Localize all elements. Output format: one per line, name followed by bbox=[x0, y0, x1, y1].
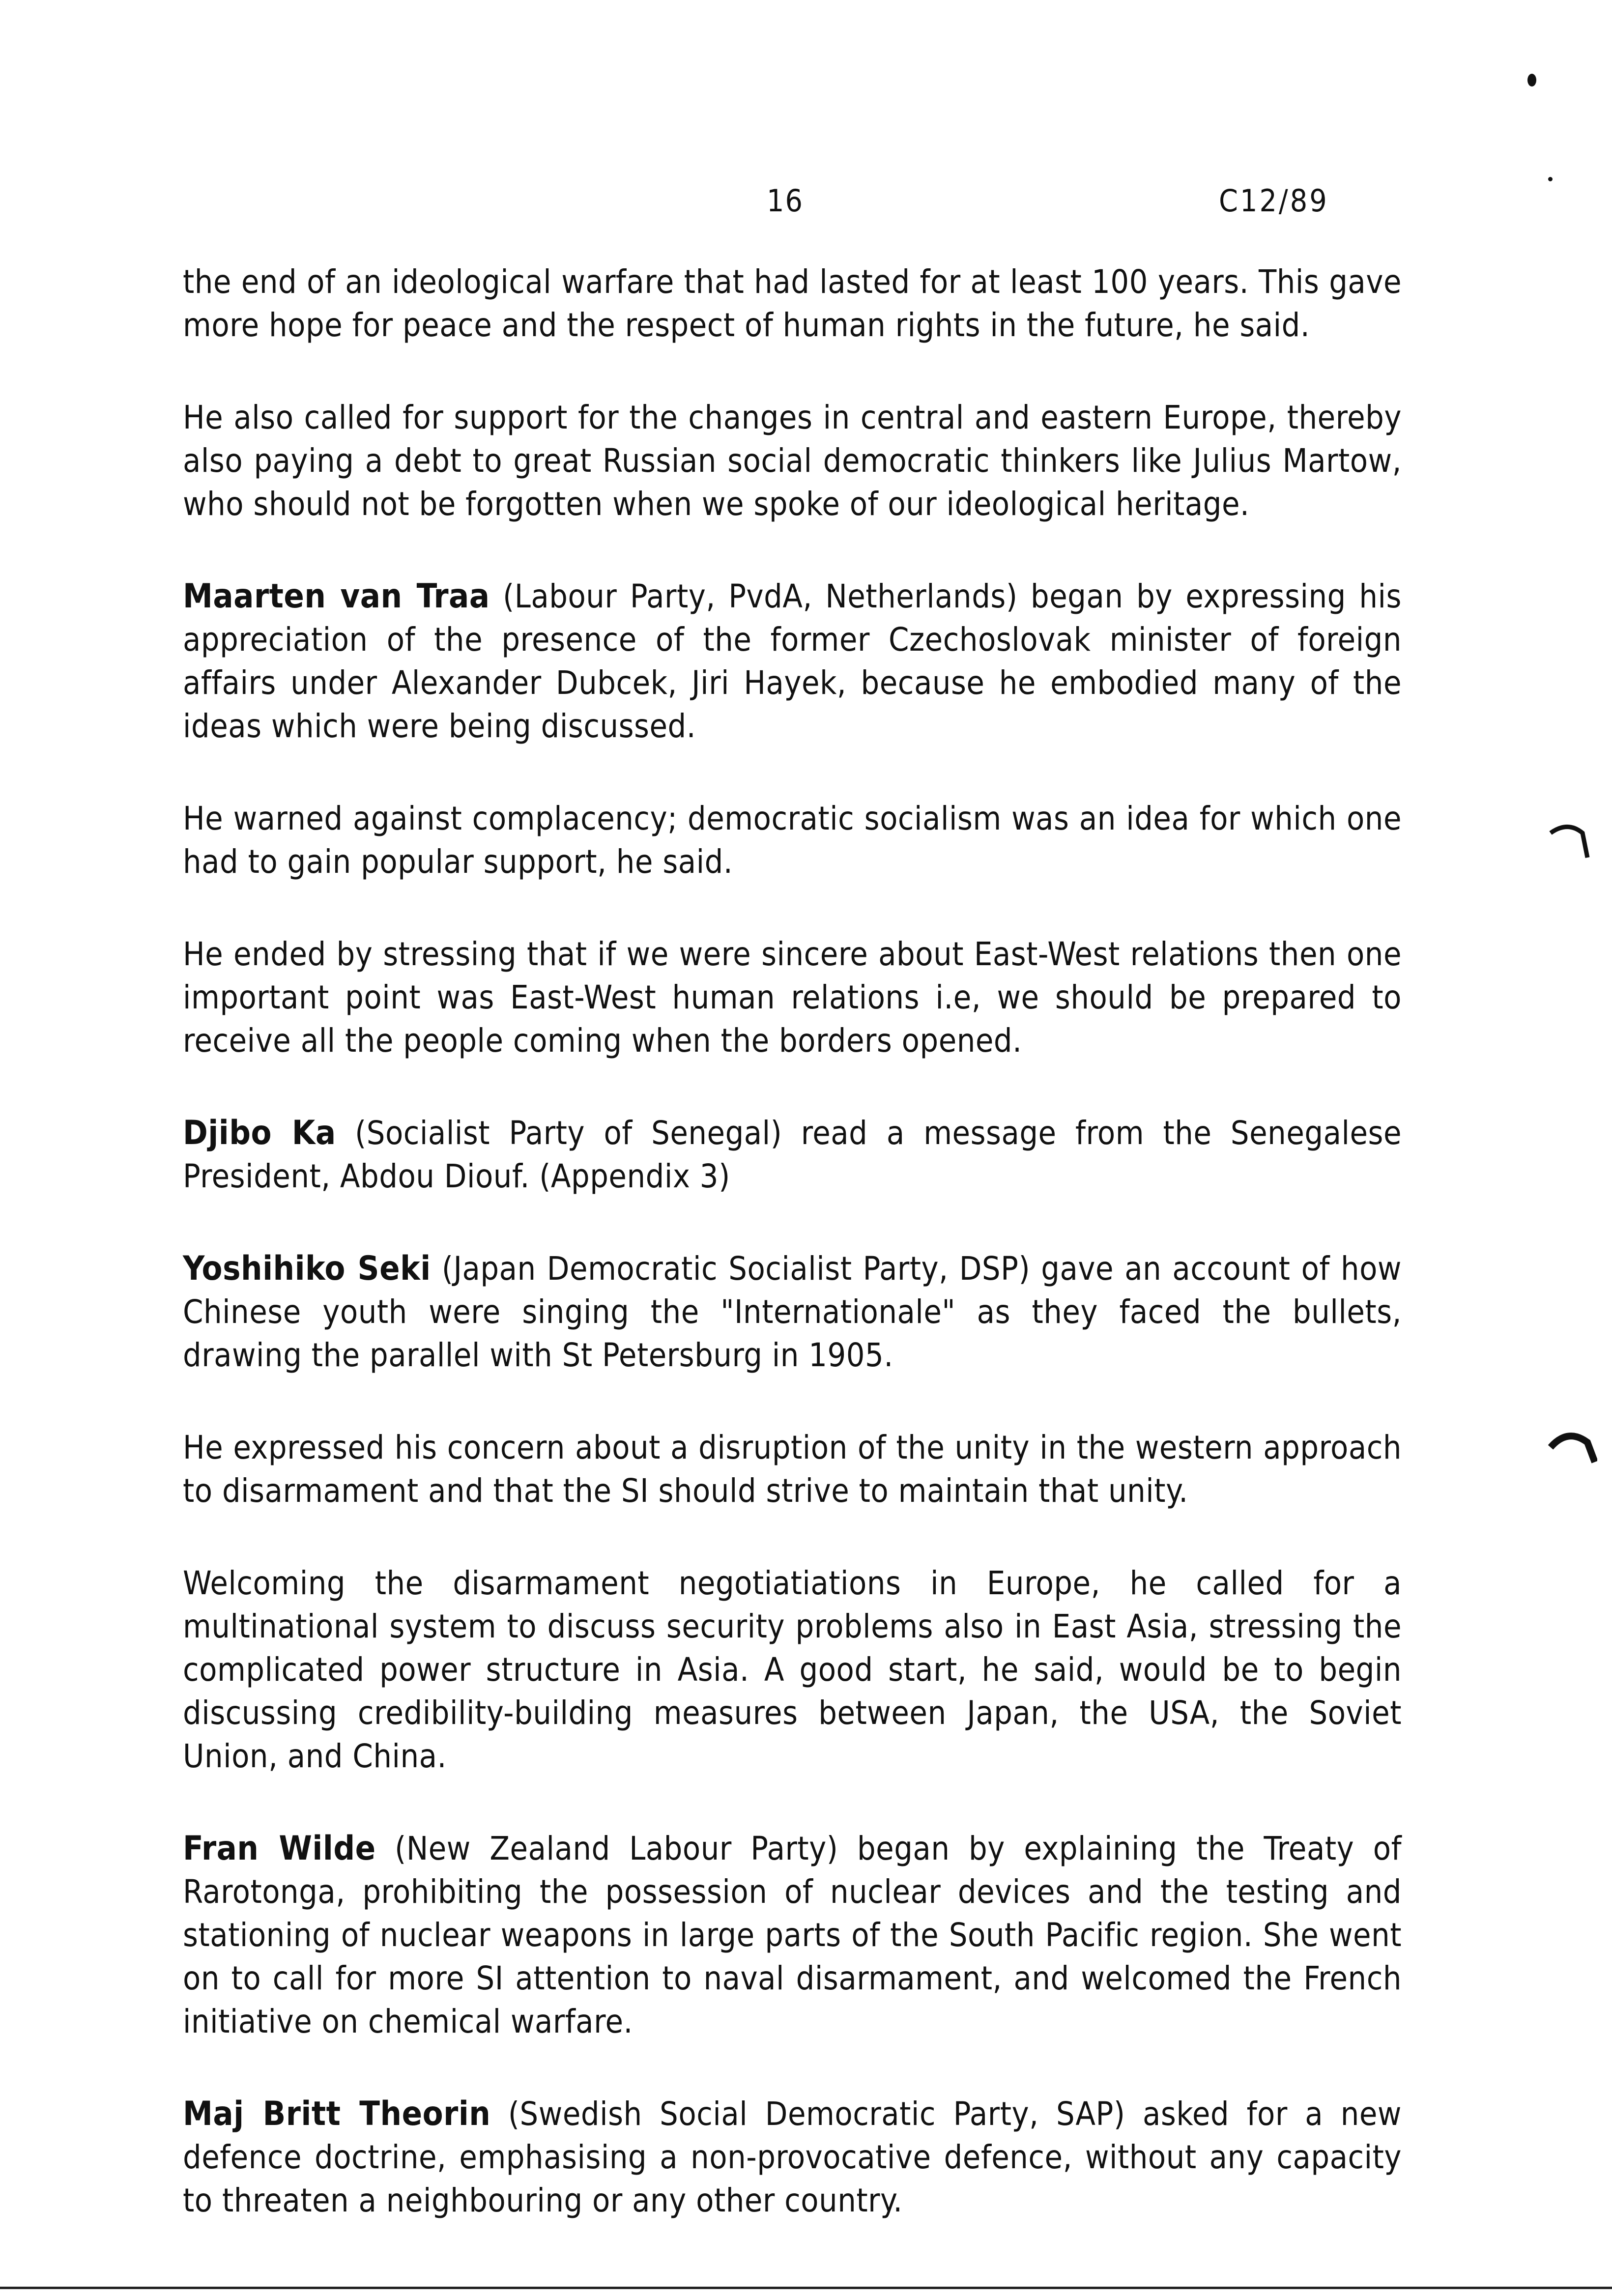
speaker-name: Yoshihiko Seki bbox=[183, 1249, 431, 1288]
document-reference: C12/89 bbox=[1219, 183, 1329, 219]
scan-mark-dot bbox=[1527, 74, 1536, 86]
paragraph bbox=[183, 575, 1402, 748]
scan-mark-hook bbox=[1548, 1428, 1597, 1472]
body-text bbox=[183, 260, 1402, 2271]
speaker-name: Djibo Ka bbox=[183, 1114, 336, 1152]
scan-mark-hook bbox=[1548, 818, 1592, 862]
paragraph bbox=[183, 933, 1402, 1062]
paragraph bbox=[183, 396, 1402, 526]
paragraph-text: the end of an ideological warfare that had lasted for at least 100 years. This gave more hope for peace and the respect of human rights in the future, he said. bbox=[183, 263, 1402, 344]
paragraph bbox=[183, 797, 1402, 884]
paragraph-text: (Swedish Social Democratic Party, SAP) asked for a new defence doctrine, emphasising a non-provocative defence, without any capacity to threaten a neighbouring or any other country. bbox=[183, 2095, 1402, 2219]
speaker-name: Maarten van Traa bbox=[183, 577, 490, 616]
paragraph bbox=[183, 1112, 1402, 1198]
paragraph-text: (Labour Party, PvdA, Netherlands) began by expressing his appreciation of the presence of the former Czechoslovak minister of foreign affairs under Alexander Dubcek, Jiri Hayek, because he embodied many of the ideas which were being discussed. bbox=[183, 577, 1402, 745]
paragraph bbox=[183, 1426, 1402, 1513]
paragraph-text: (Japan Democratic Socialist Party, DSP) gave an account of how Chinese youth were singing the "Internationale" as they faced the bullets, drawing the parallel with St Petersburg in 1905. bbox=[183, 1250, 1402, 1374]
bottom-rule bbox=[0, 2287, 1612, 2289]
paragraph-text: Welcoming the disarmament negotiatiations in Europe, he called for a multinational system to discuss security problems also in East Asia, stressing the complicated power structure in Asia. A good start, he said, would be to begin discussing credibility-building measures between Japan, the USA, the Soviet Union, and China. bbox=[183, 1564, 1402, 1775]
paragraph-text: He also called for support for the changes in central and eastern Europe, thereby also paying a debt to great Russian social democratic thinkers like Julius Martow, who should not be forgotten when we spoke of our ideological heritage. bbox=[183, 399, 1402, 523]
scan-mark-dot bbox=[1548, 177, 1553, 181]
paragraph-text: He ended by stressing that if we were sincere about East-West relations then one important point was East-West human relations i.e, we should be prepared to receive all the people coming when the borders opened. bbox=[183, 935, 1402, 1060]
paragraph-text: He warned against complacency; democratic socialism was an idea for which one had to gain popular support, he said. bbox=[183, 800, 1402, 881]
paragraph-text: He expressed his concern about a disruption of the unity in the western approach to disarmament and that the SI should strive to maintain that unity. bbox=[183, 1429, 1402, 1510]
speaker-name: Fran Wilde bbox=[183, 1829, 376, 1868]
paragraph-text: (Socialist Party of Senegal) read a message from the Senegalese President, Abdou Diouf. (Appendix 3) bbox=[183, 1114, 1402, 1195]
page-number: 16 bbox=[767, 183, 804, 219]
paragraph bbox=[183, 2093, 1402, 2222]
paragraph bbox=[183, 1827, 1402, 2043]
paragraph bbox=[183, 1562, 1402, 1778]
paragraph bbox=[183, 260, 1402, 347]
paragraph-text: (New Zealand Labour Party) began by explaining the Treaty of Rarotonga, prohibiting the possession of nuclear devices and the testing and stationing of nuclear weapons in large parts of the South Pacific region. She went on to call for more SI attention to naval disarmament, and welcomed the French initiative on chemical warfare. bbox=[183, 1830, 1402, 2040]
paragraph bbox=[183, 1247, 1402, 1377]
speaker-name: Maj Britt Theorin bbox=[183, 2095, 491, 2133]
